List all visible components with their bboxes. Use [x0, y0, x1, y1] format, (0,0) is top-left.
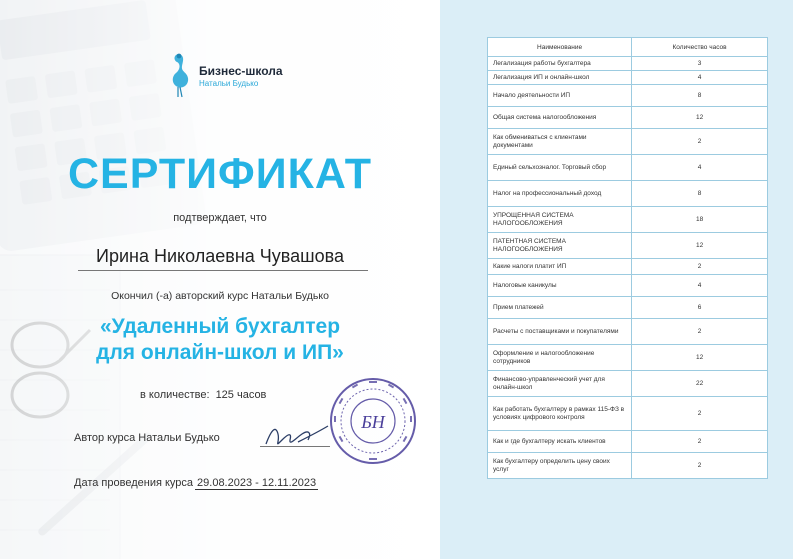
- course-dates-value: 29.08.2023 - 12.11.2023: [197, 477, 317, 489]
- course-title-line-1: «Удаленный бухгалтер: [99, 315, 341, 338]
- row-topic: Как бухгалтеру определить цену своих услуг: [488, 453, 632, 479]
- row-hours: 4: [632, 155, 768, 181]
- table-row: [488, 107, 768, 129]
- confirms-text: подтверждает, что: [173, 212, 267, 224]
- row-topic: Начало деятельности ИП: [488, 85, 632, 107]
- table-row: [488, 259, 768, 275]
- row-topic: Единый сельхозналог. Торговый сбор: [488, 155, 632, 181]
- row-topic: Налоговые каникулы: [488, 275, 632, 297]
- school-logo: [165, 50, 315, 100]
- completed-course-text: Окончил (-а) авторский курс Натальи Будько: [111, 290, 329, 302]
- row-hours: 4: [632, 71, 768, 85]
- row-topic: Как и где бухгалтеру искать клиентов: [488, 431, 632, 453]
- row-topic: Какие налоги платит ИП: [488, 259, 632, 275]
- course-dates-label: Дата проведения курса: [74, 477, 194, 489]
- logo-title: Бизнес-школа: [199, 64, 283, 78]
- table-row: [488, 453, 768, 479]
- row-topic: Как работать бухгалтеру в рамках 115-ФЗ в условиях цифрового контроля: [488, 397, 632, 431]
- header-hours: Количество часов: [632, 38, 768, 57]
- row-topic: Легализация работы бухгалтера: [488, 57, 632, 71]
- row-hours: 8: [632, 181, 768, 207]
- row-hours: 12: [632, 107, 768, 129]
- table-row: [488, 207, 768, 233]
- table-row: [488, 431, 768, 453]
- row-topic: Расчеты с поставщиками и покупателями: [488, 319, 632, 345]
- course-title: [60, 314, 380, 366]
- row-hours: 2: [632, 453, 768, 479]
- table-row: [488, 275, 768, 297]
- table-row: [488, 85, 768, 107]
- row-topic: Прием платежей: [488, 297, 632, 319]
- hours-amount-value: 125 часов: [215, 389, 267, 401]
- course-dates: [74, 477, 318, 489]
- table-row: [488, 371, 768, 397]
- header-topic: Наименование: [488, 38, 632, 57]
- row-hours: 8: [632, 85, 768, 107]
- table-row: [488, 345, 768, 371]
- table-row: [488, 181, 768, 207]
- course-title-line-2: для онлайн-школ и ИП»: [96, 341, 344, 364]
- row-topic: Оформление и налогообложение сотрудников: [488, 345, 632, 371]
- table-row: [488, 155, 768, 181]
- row-topic: Легализация ИП и онлайн-школ: [488, 71, 632, 85]
- logo-subtitle: Натальи Будько: [199, 79, 259, 88]
- row-hours: 22: [632, 371, 768, 397]
- row-hours: 2: [632, 397, 768, 431]
- table-header-row: [488, 38, 768, 57]
- row-hours: 2: [632, 319, 768, 345]
- course-hours-table: [487, 37, 768, 479]
- table-row: [488, 397, 768, 431]
- course-program-panel: [440, 0, 793, 559]
- row-topic: ПАТЕНТНАЯ СИСТЕМА НАЛОГООБЛОЖЕНИЯ: [488, 233, 632, 259]
- table-row: [488, 233, 768, 259]
- row-hours: 6: [632, 297, 768, 319]
- row-hours: 12: [632, 345, 768, 371]
- table-row: [488, 319, 768, 345]
- row-topic: Как обмениваться с клиентами документами: [488, 129, 632, 155]
- table-row: [488, 57, 768, 71]
- name-underline: [78, 270, 368, 271]
- row-topic: Финансово-управленческий учет для онлайн-школ: [488, 371, 632, 397]
- hours-amount: [140, 389, 266, 401]
- certificate-title: СЕРТИФИКАТ: [67, 150, 373, 198]
- row-hours: 2: [632, 129, 768, 155]
- row-topic: Общая система налогообложения: [488, 107, 632, 129]
- recipient-name: Ирина Николаевна Чувашова: [96, 246, 344, 266]
- row-topic: Налог на профессиональный доход: [488, 181, 632, 207]
- flamingo-logo-icon: [165, 50, 197, 98]
- row-hours: 3: [632, 57, 768, 71]
- official-stamp: [328, 376, 418, 466]
- row-topic: УПРОЩЕННАЯ СИСТЕМА НАЛОГООБЛОЖЕНИЯ: [488, 207, 632, 233]
- table-row: [488, 129, 768, 155]
- row-hours: 4: [632, 275, 768, 297]
- row-hours: 2: [632, 431, 768, 453]
- handwritten-signature: [262, 418, 332, 454]
- row-hours: 18: [632, 207, 768, 233]
- hours-amount-label: в количестве:: [140, 389, 210, 401]
- stamp-initials: БН: [361, 412, 385, 432]
- row-hours: 2: [632, 259, 768, 275]
- table-row: [488, 297, 768, 319]
- course-author-label: Автор курса Натальи Будько: [74, 432, 220, 444]
- row-hours: 12: [632, 233, 768, 259]
- table-row: [488, 71, 768, 85]
